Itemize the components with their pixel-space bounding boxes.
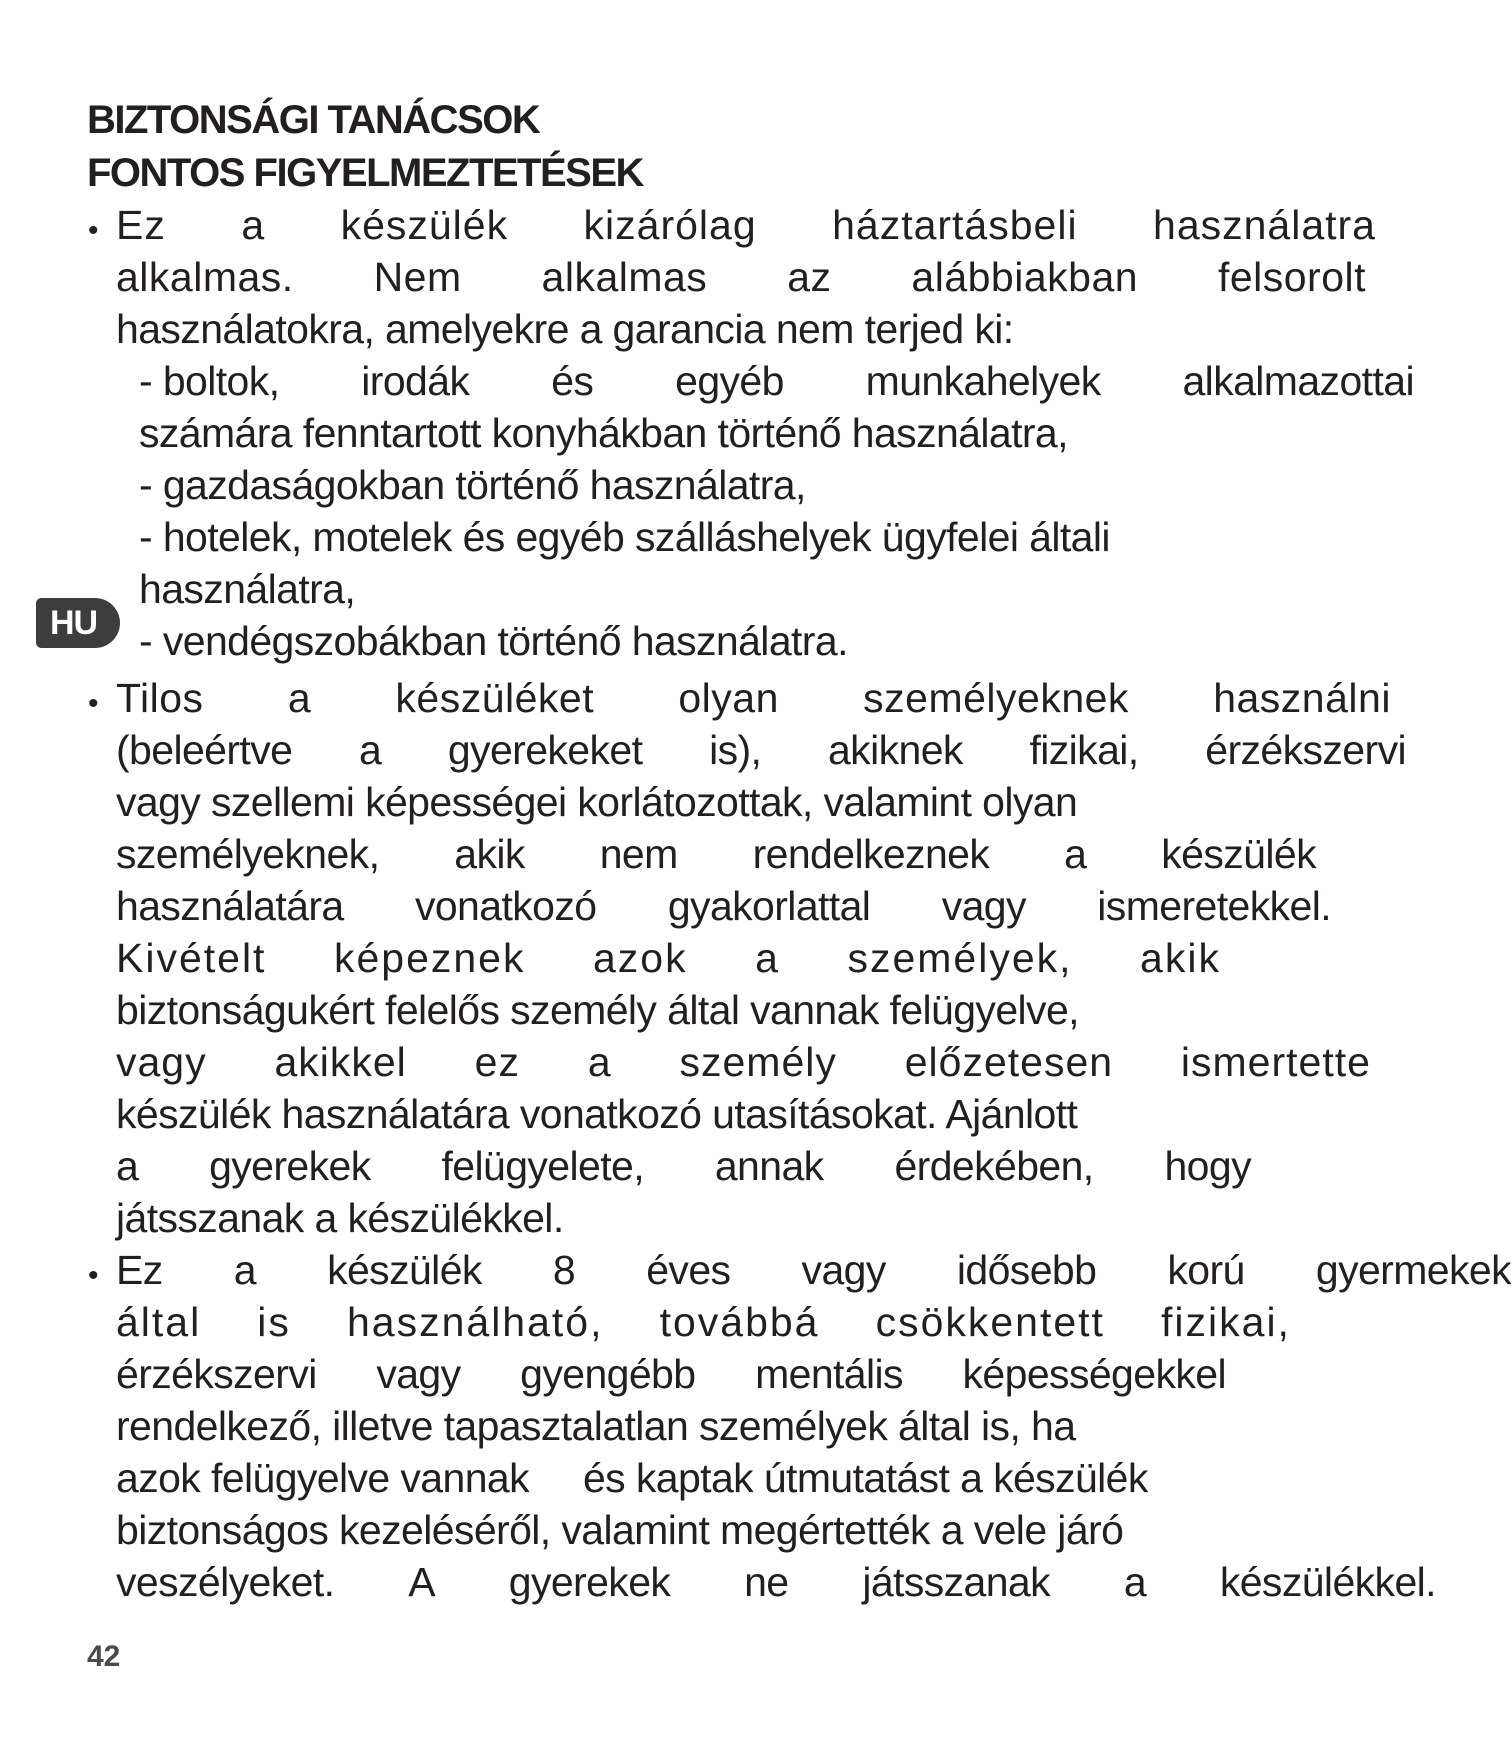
word: azok <box>593 935 688 981</box>
word: éves <box>646 1247 731 1293</box>
text-line: biztonságos kezeléséről, valamint megértették a vele járó <box>116 1507 1124 1553</box>
word: gyerekek <box>209 1143 371 1189</box>
word: veszélyeket. <box>116 1559 335 1605</box>
word: akikkel <box>274 1039 407 1085</box>
text-line: használatokra, amelyekre a garancia nem terjed ki: <box>116 306 1014 352</box>
text-line <box>116 254 1366 300</box>
word: akiknek <box>827 727 963 773</box>
word: a <box>587 1039 612 1085</box>
word: az <box>787 254 832 300</box>
word: személy <box>679 1039 837 1085</box>
word: a <box>358 727 382 773</box>
word: gyerekek <box>508 1559 671 1605</box>
word: érzékszervi <box>1205 727 1406 773</box>
word: képeznek <box>333 935 526 981</box>
text-line: készülék használatára vonatkozó utasításokat. Ajánlott <box>116 1091 1078 1137</box>
word: vonatkozó <box>414 883 597 929</box>
text-line: játsszanak a készülékkel. <box>116 1195 564 1241</box>
text-line <box>139 358 1414 404</box>
word: előzetesen <box>904 1039 1114 1085</box>
bullet: • <box>88 687 99 720</box>
word: ez <box>474 1039 520 1085</box>
word: készüléket <box>395 675 595 721</box>
word: vagy <box>376 1351 461 1397</box>
word: alkalmas <box>541 254 708 300</box>
word: személyeknek, <box>116 831 380 877</box>
word: (beleértve <box>116 727 293 773</box>
word: csökkentett <box>875 1299 1105 1345</box>
word: - boltok, <box>139 358 280 404</box>
page-number: 42 <box>87 1640 121 1673</box>
word: érdekében, <box>894 1143 1094 1189</box>
text-line: rendelkező, illetve tapasztalatlan személyek által is, ha <box>116 1403 1076 1449</box>
word: a <box>287 675 312 721</box>
word: 8 <box>552 1247 576 1293</box>
section-title: BIZTONSÁGI TANÁCSOK <box>87 98 540 142</box>
word: háztartásbeli <box>832 202 1078 248</box>
word: készülék <box>327 1247 482 1293</box>
word: idősebb <box>956 1247 1097 1293</box>
text-line <box>116 935 1221 981</box>
word: Ez <box>116 1247 163 1293</box>
word: irodák <box>361 358 470 404</box>
word: továbbá <box>659 1299 820 1345</box>
word: gyengébb <box>520 1351 696 1397</box>
word: a <box>755 935 780 981</box>
word: készülékkel. <box>1219 1559 1436 1605</box>
word: érzékszervi <box>116 1351 317 1397</box>
text-line <box>116 1351 1226 1397</box>
word: képességekkel <box>962 1351 1226 1397</box>
word: személyeknek <box>863 675 1129 721</box>
word: a <box>1123 1559 1147 1605</box>
text-line <box>116 1559 1436 1605</box>
word: használatra <box>1153 202 1376 248</box>
word: személyek, <box>847 935 1073 981</box>
word: mentális <box>755 1351 903 1397</box>
word: a <box>1064 831 1087 877</box>
word: is <box>257 1299 291 1345</box>
word: ne <box>744 1559 789 1605</box>
word: alábbiakban <box>911 254 1139 300</box>
bullet: • <box>88 214 99 247</box>
word: olyan <box>678 675 779 721</box>
text-line: számára fenntartott konyhákban történő használatra, <box>139 410 1068 456</box>
word: a <box>233 1247 256 1293</box>
word: vagy <box>801 1247 886 1293</box>
text-line: - hotelek, motelek és egyéb szálláshelyek ügyfelei általi <box>139 514 1110 560</box>
word: akik <box>454 831 525 877</box>
word: fizikai, <box>1029 727 1139 773</box>
word: hogy <box>1164 1143 1251 1189</box>
word: korú <box>1167 1247 1245 1293</box>
word: is), <box>709 727 762 773</box>
language-badge: HU <box>36 598 120 648</box>
word: gyerekeket <box>447 727 643 773</box>
word: vagy <box>116 1039 207 1085</box>
word: gyermekek <box>1315 1247 1511 1293</box>
word: alkalmas. <box>116 254 294 300</box>
word: akik <box>1140 935 1221 981</box>
word: használható, <box>346 1299 604 1345</box>
text-line <box>116 1299 1291 1345</box>
text-line <box>116 727 1406 773</box>
word: Tilos <box>116 675 204 721</box>
word: a <box>241 202 266 248</box>
word: alkalmazottai <box>1182 358 1414 404</box>
bullet: • <box>88 1259 99 1292</box>
word: kizárólag <box>583 202 757 248</box>
word: ismertette <box>1180 1039 1371 1085</box>
text-line <box>116 1039 1371 1085</box>
word: gyakorlattal <box>667 883 871 929</box>
word: ismeretekkel. <box>1097 883 1331 929</box>
text-line <box>116 1247 1511 1293</box>
word: munkahelyek <box>865 358 1101 404</box>
text-line <box>116 202 1376 248</box>
text-line: - vendégszobákban történő használatra. <box>139 618 848 664</box>
word: játsszanak <box>862 1559 1051 1605</box>
word: használatára <box>116 883 344 929</box>
word: a <box>116 1143 139 1189</box>
word: Ez <box>116 202 166 248</box>
text-line <box>116 883 1331 929</box>
word: annak <box>714 1143 824 1189</box>
word: vagy <box>941 883 1026 929</box>
section-subtitle: FONTOS FIGYELMEZTETÉSEK <box>87 151 643 195</box>
word: által <box>116 1299 202 1345</box>
word: felügyelete, <box>441 1143 644 1189</box>
word: Kivételt <box>116 935 267 981</box>
text-line: vagy szellemi képességei korlátozottak, valamint olyan <box>116 779 1078 825</box>
text-line: biztonságukért felelős személy által vannak felügyelve, <box>116 987 1079 1033</box>
text-line <box>116 1143 1251 1189</box>
word: egyéb <box>675 358 784 404</box>
word: Nem <box>373 254 462 300</box>
text-line: használatra, <box>139 566 356 612</box>
text-line: azok felügyelve vannak és kaptak útmutatást a készülék <box>116 1455 1148 1501</box>
word: rendelkeznek <box>752 831 990 877</box>
word: készülék <box>1161 831 1316 877</box>
word: készülék <box>340 202 509 248</box>
text-line: - gazdaságokban történő használatra, <box>139 462 806 508</box>
word: és <box>551 358 594 404</box>
word: használni <box>1213 675 1391 721</box>
text-line <box>116 675 1391 721</box>
word: felsorolt <box>1217 254 1366 300</box>
word: A <box>408 1559 435 1605</box>
word: nem <box>599 831 678 877</box>
word: fizikai, <box>1161 1299 1291 1345</box>
text-line <box>116 831 1316 877</box>
